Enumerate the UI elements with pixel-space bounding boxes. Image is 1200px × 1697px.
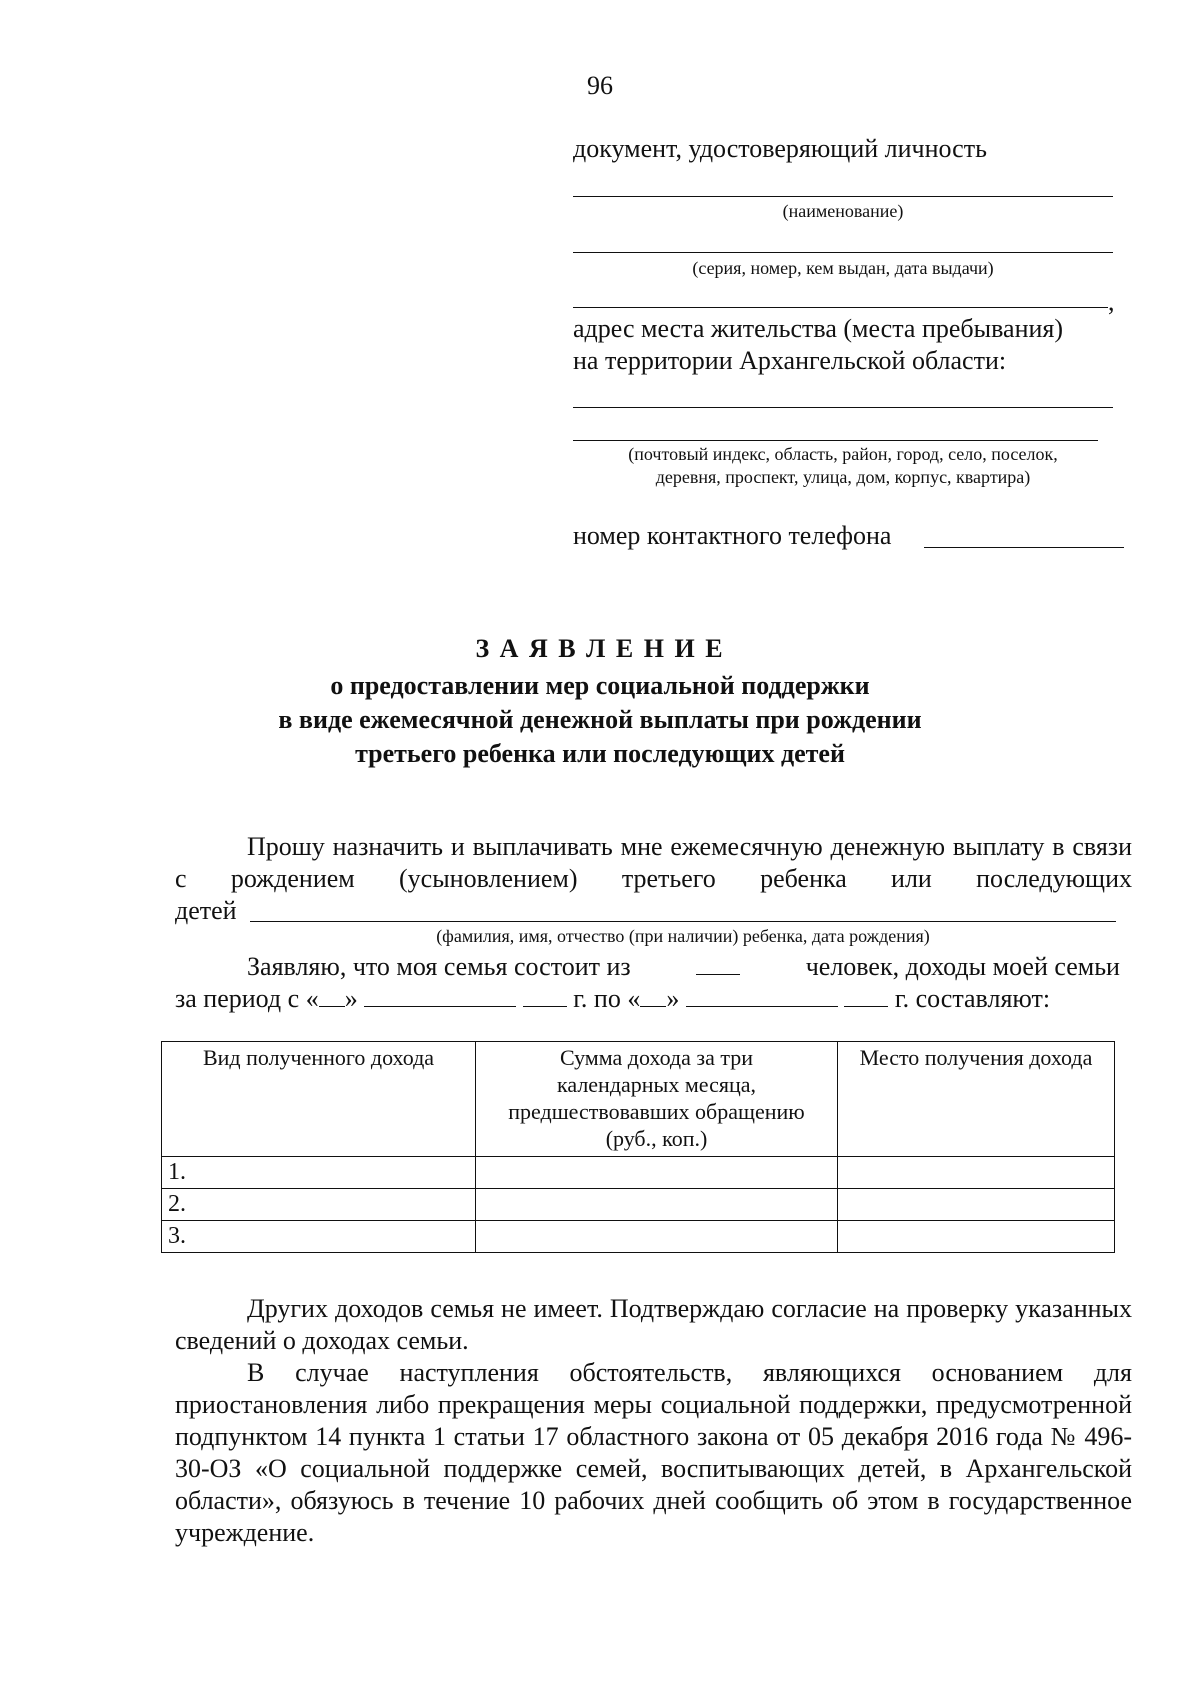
table-header-row [162, 1042, 1115, 1157]
table-row [162, 1189, 1115, 1221]
income-table [161, 1041, 1115, 1253]
address-label-line1: адрес места жительства (места пребывания) [573, 314, 1064, 343]
period-to-day-field[interactable] [640, 984, 666, 1007]
column-header-income-type: Вид полученного дохода [162, 1042, 476, 1157]
children-label: детей [175, 896, 237, 925]
period-tail-label: г. составляют: [894, 984, 1051, 1013]
id-name-field[interactable] [573, 196, 1113, 197]
row-number: 3. [162, 1221, 476, 1253]
family-size-line [247, 951, 1120, 983]
income-sum-cell[interactable] [476, 1157, 838, 1189]
period-from-month-field[interactable] [364, 984, 516, 1007]
phone-label: номер контактного телефона [573, 521, 892, 550]
id-extra-field[interactable] [573, 307, 1108, 308]
column-header-income-sum: Сумма дохода за три календарных месяца, предшествовавших обращению (руб., коп.) [476, 1042, 838, 1157]
table-row [162, 1221, 1115, 1253]
row-number: 2. [162, 1189, 476, 1221]
address-field-line2[interactable] [573, 440, 1098, 441]
quote-close-2: » [666, 984, 680, 1013]
period-line [175, 983, 1050, 1015]
comma: , [1108, 287, 1115, 316]
period-from-year-field[interactable] [523, 984, 567, 1007]
period-from-day-field[interactable] [319, 984, 345, 1007]
postal-caption-line1: (почтовый индекс, область, район, город, село, поселок, [628, 444, 1058, 464]
title-line1: о предоставлении мер социальной поддержки [330, 671, 870, 700]
consent-paragraph-2: В случае наступления обстоятельств, являющихся основанием для приостановления либо прекращения меры социальной поддержки, предусмотренной подпунктом 14 пункта 1 статьи 17 областного закона от 05 декабря 2016 года № 496-30-ОЗ «О социальной поддержке семей, воспитывающих детей, в Архангельской области», обязуюсь в течение 10 рабочих дней сообщить об этом в государственное учреждение. [175, 1358, 1132, 1547]
id-series-field[interactable] [573, 252, 1113, 253]
phone-field[interactable] [924, 547, 1124, 548]
document-heading: З А Я В Л Е Н И Е [475, 634, 725, 663]
row-number: 1. [162, 1157, 476, 1189]
address-label-line2: на территории Архангельской области: [573, 346, 1007, 375]
table-row [162, 1157, 1115, 1189]
family-income-text: человек, доходы моей семьи [805, 952, 1120, 981]
income-place-cell[interactable] [838, 1221, 1115, 1253]
column-header-income-place: Место получения дохода [838, 1042, 1115, 1157]
period-to-year-field[interactable] [844, 984, 888, 1007]
period-to-label: г. по « [573, 984, 641, 1013]
family-size-field[interactable] [696, 952, 740, 975]
period-from-label: за период с « [175, 984, 319, 1013]
quote-close-1: » [344, 984, 358, 1013]
income-place-cell[interactable] [838, 1189, 1115, 1221]
id-document-label: документ, удостоверяющий личность [573, 134, 987, 163]
postal-caption-line2: деревня, проспект, улица, дом, корпус, квартира) [655, 467, 1031, 487]
income-place-cell[interactable] [838, 1157, 1115, 1189]
income-sum-cell[interactable] [476, 1189, 838, 1221]
request-paragraph: Прошу назначить и выплачивать мне ежемесячную денежную выплату в связи с рождением (усыновлением) третьего ребенка или последующих [175, 832, 1132, 893]
consent-paragraph-1: Других доходов семья не имеет. Подтверждаю согласие на проверку указанных сведений о доходах семьи. [175, 1294, 1132, 1355]
id-name-caption: (наименование) [782, 201, 904, 221]
income-sum-cell[interactable] [476, 1221, 838, 1253]
page-number: 96 [587, 71, 613, 100]
title-line2: в виде ежемесячной денежной выплаты при рождении [278, 705, 922, 734]
period-to-month-field[interactable] [686, 984, 838, 1007]
title-line3: третьего ребенка или последующих детей [355, 739, 845, 768]
family-size-text: Заявляю, что моя семья состоит из [247, 952, 631, 981]
id-series-caption: (серия, номер, кем выдан, дата выдачи) [692, 258, 994, 278]
address-field-line1[interactable] [573, 407, 1113, 408]
child-caption: (фамилия, имя, отчество (при наличии) ребенка, дата рождения) [436, 926, 930, 946]
children-field[interactable] [250, 921, 1116, 922]
